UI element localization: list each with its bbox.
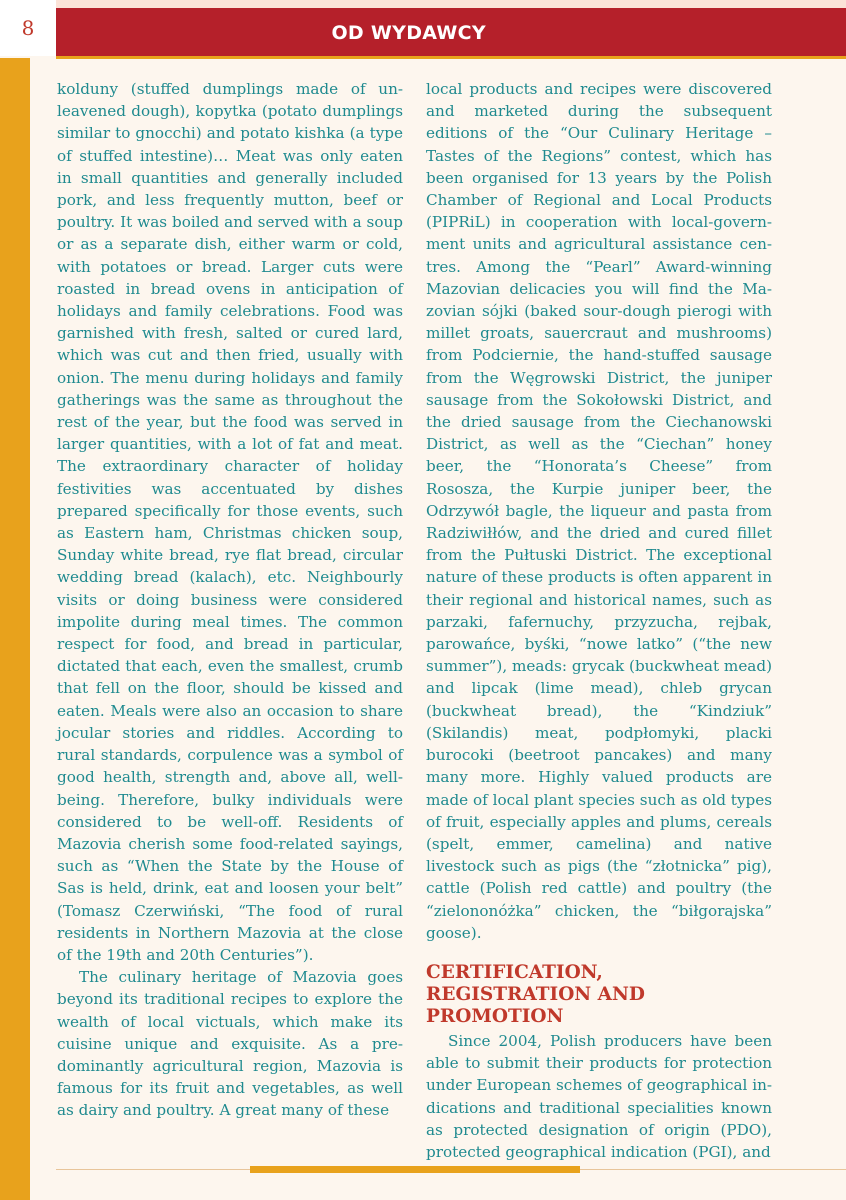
- page-number: 8: [0, 0, 56, 56]
- footer-accent-bar: [250, 1166, 580, 1173]
- section-heading: CERTIFICATION, REGISTRATION AND PROMOTION: [426, 961, 645, 1027]
- right-paragraph-2: Since 2004, Polish producers have been able to submit their products for protection under European schemes of geographical indications and traditional specialities known as protected designation of origin (PDO), protected geographical indication (PGI), and: [426, 1031, 772, 1161]
- right-column: [426, 78, 772, 1163]
- left-column: [57, 78, 403, 1122]
- header-band: [56, 0, 846, 56]
- header-top-strip: [56, 0, 846, 8]
- left-accent-bar: [0, 58, 30, 1200]
- left-paragraph-1: kolduny (stuffed dumplings made of unleavened dough), kopytka (potato dumplings similar to gnocchi) and potato kishka (a type of stuffed intestine)… Meat was only eaten in small quantities and generally included pork, and less frequently mutton, beef or poultry. It was boiled and served with a soup or as a separate dish, either warm or cold, with potatoes or bread. Larger cuts were roasted in bread ovens in anticipation of holidays and family celebrations. Food was garnished with fresh, salted or cured lard, which was cut and then fried, usually with onion. The menu during holidays and family gatherings was the same as throughout the rest of the year, but the food was served in larger quantities, with a lot of fat and meat. The extraordinary character of holiday festivities was accentuated by dishes prepared specifically for those events, such as Eastern ham, Christmas chicken soup, Sunday white bread, rye flat bread, circular wedding bread (kalach), etc. Neighbourly visits or doing business were considered impolite during meal times. The common respect for food, and bread in particular, dictated that each, even the smallest, crumb that fell on the floor, should be kissed and eaten. Meals were also an occasion to share jocular stories and riddles. According to rural standards, corpulence was a symbol of good health, strength and, above all, well-being. Therefore, bulky individuals were considered to be well-off. Residents of Mazovia cherish some food-related sayings, such as “When the State by the House of Sas is held, drink, eat and loosen your belt” (Tomasz Czerwiński, “The food of rural residents in Northern Mazovia at the close of the 19th and 20th Centuries”).: [57, 80, 403, 964]
- left-paragraph-2: The culinary heritage of Mazovia goes beyond its traditional recipes to explore the wealth of local victuals, which make its cuisine unique and exquisite. As a predominantly agricultural region, Mazovia is famous for its fruit and vegetables, as well as dairy and poultry. A great many of these: [57, 968, 403, 1120]
- header-underline: [56, 56, 846, 59]
- section-label: OD WYDAWCY: [331, 22, 486, 44]
- right-paragraph-1: local products and recipes were discovered and marketed during the subsequent editions of the “Our Culinary Heritage – Tastes of the Regions” contest, which has been organised for 13 years by the Polish Chamber of Regional and Local Products (PIPRiL) in cooperation with local-government units and agricultural assistance centres. Among the “Pearl” Award-winning Mazovian delicacies you will find the Mazovian sójki (baked sour-dough pierogi with millet groats, sauercraut and mushrooms) from Podciernie, the hand-stuffed sausage from the Węgrowski District, the juniper sausage from the Sokołowski District, and the dried sausage from the Ciechanowski District, as well as the “Ciechan” honey beer, the “Honorata’s Cheese” from Rososza, the Kurpie juniper beer, the Odrzywół bagle, the liqueur and pasta from Radziwiłłów, and the dried and cured fillet from the Pułtuski District. The exceptional nature of these products is often apparent in their regional and historical names, such as parzaki, fafernuchy, przyzucha, rejbak, parowańce, byśki, “nowe latko” (“the new summer”), meads: grycak (buckwheat mead) and lipcak (lime mead), chleb grycan (buckwheat bread), the “Kindziuk” (Skilandis) meat, podpłomyki, placki burocoki (beetroot pancakes) and many many more. Highly valued products are made of local plant species such as old types of fruit, especially apples and plums, cereals (spelt, emmer, camelina) and native livestock such as pigs (the “złotnicka” pig), cattle (Polish red cattle) and poultry (the “zielononóżka” chicken, the “biłgorajska” goose).: [426, 80, 773, 942]
